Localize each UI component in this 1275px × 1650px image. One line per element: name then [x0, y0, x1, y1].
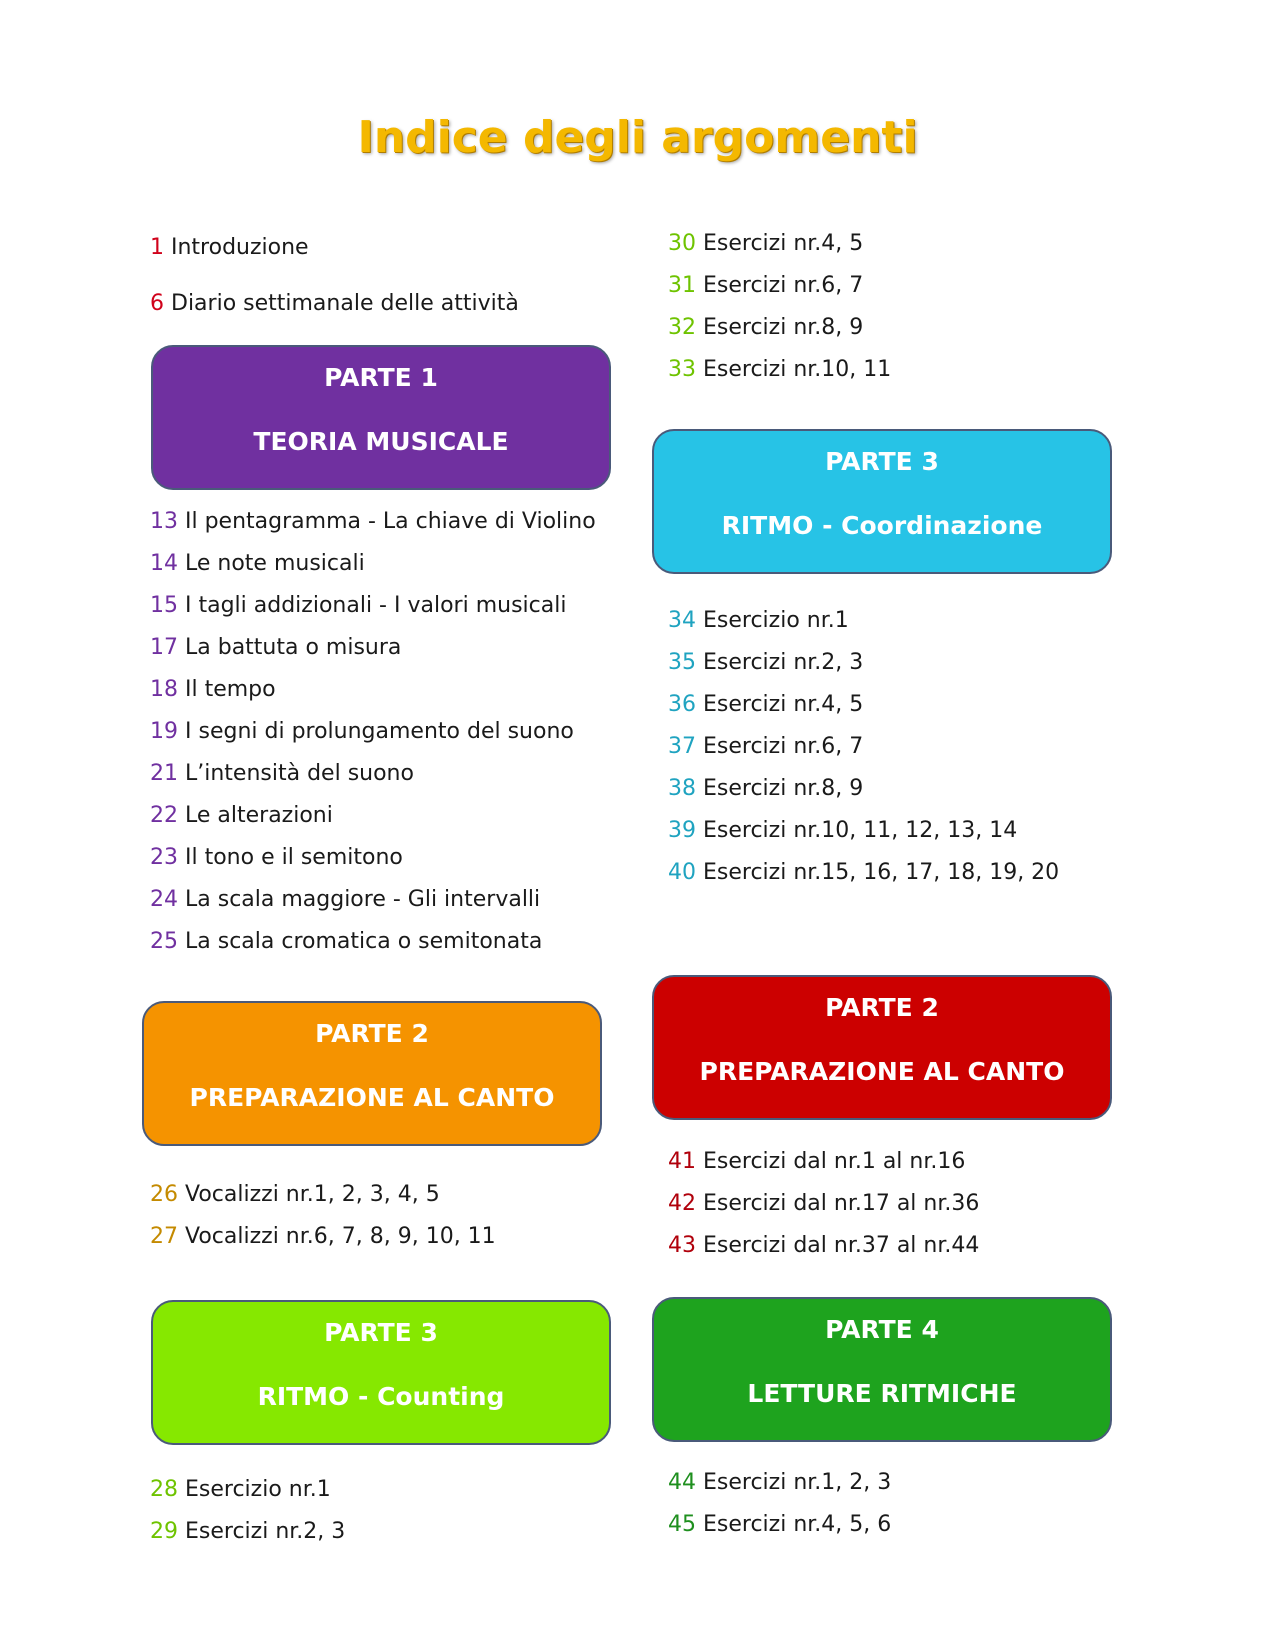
- section-heading: PARTE 3: [324, 1318, 438, 1347]
- list-item[interactable]: [668, 1148, 965, 1176]
- list-item[interactable]: [150, 928, 542, 956]
- page-number: 1: [150, 235, 164, 260]
- item-label: La scala maggiore - Gli intervalli: [185, 887, 541, 912]
- section-heading: PARTE 2: [825, 993, 939, 1022]
- item-label: La scala cromatica o semitonata: [185, 929, 543, 954]
- section-heading: PARTE 2: [315, 1019, 429, 1048]
- page-number: 6: [150, 291, 164, 316]
- item-label: Esercizi dal nr.17 al nr.36: [703, 1191, 980, 1216]
- page-number: 19: [150, 719, 178, 744]
- list-item[interactable]: [668, 733, 863, 761]
- section-header-parte-4: [652, 1297, 1112, 1442]
- page-number: 22: [150, 803, 178, 828]
- section-subheading: RITMO - Counting: [257, 1382, 505, 1411]
- page-number: 13: [150, 509, 178, 534]
- list-item[interactable]: [668, 314, 863, 342]
- section-heading: PARTE 3: [825, 447, 939, 476]
- list-item[interactable]: [150, 1476, 331, 1504]
- page-number: 33: [668, 357, 696, 382]
- item-label: Esercizi nr.2, 3: [703, 650, 864, 675]
- list-item[interactable]: [668, 356, 891, 384]
- section-header-parte-2-orange: [142, 1001, 602, 1146]
- page-number: 25: [150, 929, 178, 954]
- list-item[interactable]: [150, 718, 574, 746]
- section-heading: PARTE 4: [825, 1315, 939, 1344]
- list-item[interactable]: [668, 1469, 891, 1497]
- item-label: La battuta o misura: [185, 635, 402, 660]
- page-number: 35: [668, 650, 696, 675]
- page-number: 27: [150, 1224, 178, 1249]
- page-number: 23: [150, 845, 178, 870]
- item-label: Esercizi nr.10, 11: [703, 357, 892, 382]
- page-number: 28: [150, 1477, 178, 1502]
- page-number: 18: [150, 677, 178, 702]
- list-item[interactable]: [668, 1511, 891, 1539]
- list-item[interactable]: [150, 802, 333, 830]
- item-label: Le alterazioni: [185, 803, 333, 828]
- page-number: 29: [150, 1519, 178, 1544]
- item-label: Vocalizzi nr.1, 2, 3, 4, 5: [185, 1182, 440, 1207]
- item-label: Esercizi nr.4, 5: [703, 692, 864, 717]
- page-number: 31: [668, 273, 696, 298]
- section-header-parte-3-coordinazione: [652, 429, 1112, 574]
- section-header-parte-1: [151, 345, 611, 490]
- page-number: 39: [668, 818, 696, 843]
- item-label: Esercizi nr.15, 16, 17, 18, 19, 20: [703, 860, 1060, 885]
- list-item[interactable]: [668, 607, 849, 635]
- item-label: I tagli addizionali - I valori musicali: [185, 593, 567, 618]
- section-heading: PARTE 1: [324, 363, 438, 392]
- page-number: 40: [668, 860, 696, 885]
- list-item[interactable]: [150, 676, 276, 704]
- item-label: Esercizio nr.1: [185, 1477, 331, 1502]
- list-item[interactable]: [668, 859, 1059, 887]
- list-item[interactable]: [668, 775, 863, 803]
- section-subheading: LETTURE RITMICHE: [747, 1379, 1017, 1408]
- list-item[interactable]: [150, 634, 401, 662]
- item-label: Esercizio nr.1: [703, 608, 849, 633]
- item-label: Il tono e il semitono: [185, 845, 403, 870]
- item-label: Esercizi nr.1, 2, 3: [703, 1470, 892, 1495]
- page-number: 45: [668, 1512, 696, 1537]
- page-number: 21: [150, 761, 178, 786]
- page-number: 32: [668, 315, 696, 340]
- item-label: Esercizi nr.6, 7: [703, 734, 864, 759]
- item-label: Il pentagramma - La chiave di Violino: [185, 509, 596, 534]
- item-label: Vocalizzi nr.6, 7, 8, 9, 10, 11: [185, 1224, 496, 1249]
- list-item[interactable]: [150, 290, 519, 318]
- item-label: Esercizi nr.2, 3: [185, 1519, 346, 1544]
- section-header-parte-3-counting: [151, 1300, 611, 1445]
- item-label: Esercizi nr.4, 5: [703, 231, 864, 256]
- page-number: 30: [668, 231, 696, 256]
- page-number: 15: [150, 593, 178, 618]
- item-label: Esercizi dal nr.1 al nr.16: [703, 1149, 966, 1174]
- page-number: 44: [668, 1470, 696, 1495]
- page-number: 24: [150, 887, 178, 912]
- list-item[interactable]: [150, 844, 403, 872]
- page-number: 38: [668, 776, 696, 801]
- item-label: Diario settimanale delle attività: [171, 291, 519, 316]
- page-number: 41: [668, 1149, 696, 1174]
- list-item[interactable]: [150, 760, 414, 788]
- list-item[interactable]: [668, 817, 1017, 845]
- list-item[interactable]: [668, 649, 863, 677]
- page-number: 43: [668, 1233, 696, 1258]
- list-item[interactable]: [150, 1518, 345, 1546]
- item-label: Le note musicali: [185, 551, 365, 576]
- item-label: Esercizi nr.6, 7: [703, 273, 864, 298]
- list-item[interactable]: [668, 691, 863, 719]
- page-number: 26: [150, 1182, 178, 1207]
- list-item[interactable]: [668, 1232, 979, 1260]
- item-label: Esercizi dal nr.37 al nr.44: [703, 1233, 980, 1258]
- item-label: Esercizi nr.8, 9: [703, 315, 864, 340]
- list-item[interactable]: [150, 1223, 496, 1251]
- list-item[interactable]: [150, 592, 566, 620]
- item-label: Il tempo: [185, 677, 276, 702]
- page-number: 42: [668, 1191, 696, 1216]
- item-label: Esercizi nr.4, 5, 6: [703, 1512, 892, 1537]
- section-subheading: TEORIA MUSICALE: [253, 427, 509, 456]
- list-item[interactable]: [668, 272, 863, 300]
- list-item[interactable]: [668, 1190, 979, 1218]
- list-item[interactable]: [150, 508, 596, 536]
- page-number: 34: [668, 608, 696, 633]
- section-subheading: PREPARAZIONE AL CANTO: [189, 1083, 555, 1112]
- item-label: I segni di prolungamento del suono: [185, 719, 574, 744]
- page-title: Indice degli argomenti: [357, 112, 918, 163]
- item-label: L’intensità del suono: [185, 761, 414, 786]
- list-item[interactable]: [150, 886, 540, 914]
- list-item[interactable]: [150, 1181, 440, 1209]
- page-number: 36: [668, 692, 696, 717]
- page-number: 37: [668, 734, 696, 759]
- list-item[interactable]: [150, 550, 365, 578]
- list-item[interactable]: [150, 234, 309, 262]
- item-label: Esercizi nr.8, 9: [703, 776, 864, 801]
- page-number: 14: [150, 551, 178, 576]
- item-label: Introduzione: [171, 235, 309, 260]
- list-item[interactable]: [668, 230, 863, 258]
- section-header-parte-2-red: [652, 975, 1112, 1120]
- section-subheading: RITMO - Coordinazione: [721, 511, 1043, 540]
- section-subheading: PREPARAZIONE AL CANTO: [699, 1057, 1065, 1086]
- item-label: Esercizi nr.10, 11, 12, 13, 14: [703, 818, 1018, 843]
- page-number: 17: [150, 635, 178, 660]
